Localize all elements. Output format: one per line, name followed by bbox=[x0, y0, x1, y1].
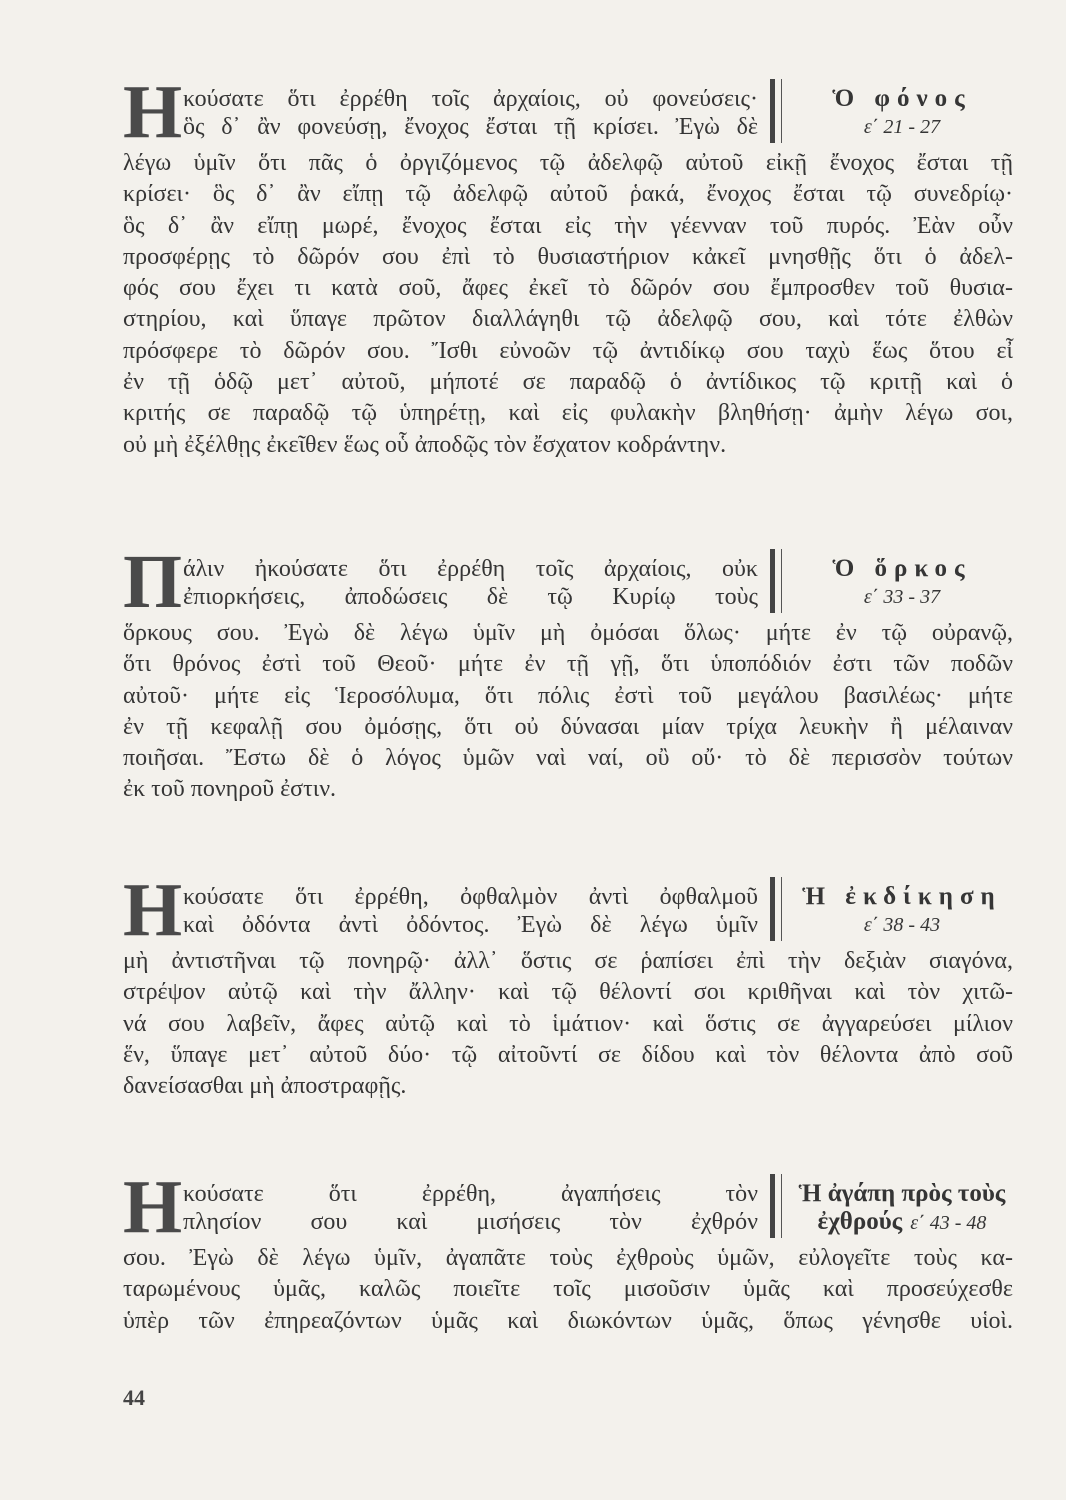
text-line: ἐπιορκήσεις, ἀποδώσεις δὲ τῷ Κυρίῳ τοὺς bbox=[183, 584, 758, 610]
side-heading-title bbox=[791, 1180, 1013, 1208]
text-line: μὴ ἀντιστῆναι τῷ πονηρῷ· ἀλλ᾿ ὅστις σε ῥαπίσει ἐπὶ τὴν δεξιὰν σιαγόνα, bbox=[123, 948, 1013, 974]
double-rule-divider bbox=[770, 1174, 786, 1238]
text-line: κούσατε ὅτι ἐρρέθη, ὀφθαλμὸν ἀντὶ ὀφθαλμοῦ bbox=[183, 884, 758, 910]
text-line: ταρωμένους ὑμᾶς, καλῶς ποιεῖτε τοῖς μισοῦσιν ὑμᾶς καὶ προσεύχεσθε bbox=[123, 1276, 1013, 1303]
text-line: ἐν τῇ κεφαλῇ σου ὀμόσῃς, ὅτι οὐ δύνασαι μίαν τρίχα λευκὴν ἢ μέλαιναν bbox=[123, 713, 1013, 740]
text-line: ὑπὲρ τῶν ἐπηρεαζόντων ὑμᾶς καὶ διωκόντων ὑμᾶς, ὅπως γένησθε υἱοὶ. bbox=[123, 1307, 1013, 1334]
intro-lines bbox=[183, 555, 758, 611]
text-line: πρόσφερε τὸ δῶρόν σου. Ἴσθι εὐνοῶν τῷ ἀντιδίκῳ σου ταχὺ ἕως ὅτου εἶ bbox=[123, 337, 1013, 364]
passage-intro bbox=[123, 1165, 1013, 1249]
side-heading bbox=[791, 1180, 1013, 1237]
passage-intro bbox=[123, 540, 1013, 624]
intro-lines bbox=[183, 1180, 758, 1236]
verse-reference: ε΄ 38 - 43 bbox=[863, 914, 941, 936]
passage-body bbox=[123, 148, 1013, 461]
text-line: ὃς δ᾿ ἂν φονεύσῃ, ἔνοχος ἔσται τῇ κρίσει. Ἐγὼ δὲ bbox=[183, 114, 758, 140]
text-line: κρίσει· ὃς δ᾿ ἂν εἴπῃ τῷ ἀδελφῷ αὐτοῦ ῥακά, ἔνοχος ἔσται τῷ συνεδρίῳ· bbox=[123, 181, 1013, 208]
passage-body bbox=[123, 946, 1013, 1102]
text-line: κούσατε ὅτι ἐρρέθη τοῖς ἀρχαίοις, οὐ φονεύσεις· bbox=[183, 86, 758, 112]
text-line: ὃς δ᾿ ἂν εἴπῃ μωρέ, ἔνοχος ἔσται εἰς τὴν γέενναν τοῦ πυρός. Ἐὰν οὖν bbox=[123, 212, 1013, 239]
double-rule-divider bbox=[770, 877, 786, 941]
text-line: αὐτοῦ· μήτε εἰς Ἱεροσόλυμα, ὅτι πόλις ἐστὶ τοῦ μεγάλου βασιλέως· μήτε bbox=[123, 682, 1013, 709]
side-heading-text: Ὁ φόνος bbox=[832, 85, 972, 112]
text-line: λέγω ὑμῖν ὅτι πᾶς ὁ ὀργιζόμενος τῷ ἀδελφῷ αὐτοῦ εἰκῇ ἔνοχος ἔσται τῇ bbox=[123, 150, 1013, 176]
side-heading-text: ἐχθρούς bbox=[817, 1208, 903, 1235]
drop-cap: Η bbox=[123, 868, 183, 952]
passage-section bbox=[123, 1165, 1013, 1337]
text-line: ὅτι θρόνος ἐστὶ τοῦ Θεοῦ· μήτε ἐν τῇ γῇ, ὅτι ὑποπόδιόν ἐστι τῶν ποδῶν bbox=[123, 651, 1013, 678]
side-heading bbox=[791, 555, 1013, 611]
text-line: καὶ ὀδόντα ἀντὶ ὀδόντος. Ἐγὼ δὲ λέγω ὑμῖν bbox=[183, 912, 758, 938]
side-heading-title bbox=[791, 1208, 1013, 1237]
text-line: ἐν τῇ ὁδῷ μετ᾿ αὐτοῦ, μήποτέ σε παραδῷ ὁ ἀντίδικος τῷ κριτῇ καὶ ὁ bbox=[123, 369, 1013, 396]
drop-cap: Η bbox=[123, 1165, 183, 1249]
passage-intro bbox=[123, 70, 1013, 154]
side-heading-title bbox=[791, 85, 1013, 113]
text-line: προσφέρῃς τὸ δῶρόν σου ἐπὶ τὸ θυσιαστήριον κἀκεῖ μνησθῇς ὅτι ὁ ἀδελ- bbox=[123, 243, 1013, 270]
page-number: 44 bbox=[123, 1385, 145, 1410]
verse-reference: ε΄ 43 - 48 bbox=[910, 1212, 987, 1234]
text-line: κούσατε ὅτι ἐρρέθη, ἀγαπήσεις τὸν bbox=[183, 1181, 758, 1207]
text-line: στρέψον αὐτῷ καὶ τὴν ἄλλην· καὶ τῷ θέλοντί σοι κριθῆναι καὶ τὸν χιτῶ- bbox=[123, 979, 1013, 1006]
text-line: φός σου ἔχει τι κατὰ σοῦ, ἄφες ἐκεῖ τὸ δῶρόν σου ἔμπροσθεν τοῦ θυσια- bbox=[123, 275, 1013, 302]
passage-intro bbox=[123, 868, 1013, 952]
passage-section bbox=[123, 868, 1013, 1102]
verse-reference: ε΄ 33 - 37 bbox=[863, 586, 941, 608]
text-line: ἕν, ὕπαγε μετ᾿ αὐτοῦ δύο· τῷ αἰτοῦντί σε δίδου καὶ τὸν θέλοντα ἀπὸ σοῦ bbox=[123, 1041, 1013, 1068]
text-line: στηρίου, καὶ ὕπαγε πρῶτον διαλλάγηθι τῷ ἀδελφῷ σου, καὶ τότε ἐλθὼν bbox=[123, 306, 1013, 333]
passage-section bbox=[123, 70, 1013, 461]
text-line: σου. Ἐγὼ δὲ λέγω ὑμῖν, ἀγαπᾶτε τοὺς ἐχθροὺς ὑμῶν, εὐλογεῖτε τοὺς κα- bbox=[123, 1245, 1013, 1271]
drop-cap: Π bbox=[123, 540, 183, 624]
verse-reference: ε΄ 21 - 27 bbox=[863, 116, 941, 138]
side-heading-text: Ἡ ἀγάπη πρὸς τοὺς bbox=[798, 1180, 1006, 1207]
text-line: κριτής σε παραδῷ τῷ ὑπηρέτῃ, καὶ εἰς φυλακὴν βληθήσῃ· ἀμὴν λέγω σοι, bbox=[123, 400, 1013, 427]
side-heading-title bbox=[791, 555, 1013, 583]
text-line: ἐκ τοῦ πονηροῦ ἐστιν. bbox=[123, 776, 337, 803]
drop-cap: Η bbox=[123, 70, 183, 154]
text-line: πλησίον σου καὶ μισήσεις τὸν ἐχθρόν bbox=[183, 1209, 758, 1235]
side-heading-text: Ὁ ὅρκος bbox=[832, 555, 972, 582]
side-heading bbox=[791, 85, 1013, 141]
text-line: οὐ μὴ ἐξέλθῃς ἐκεῖθεν ἕως οὗ ἀποδῷς τὸν ἔσχατον κοδράντην. bbox=[123, 431, 727, 458]
passage-body bbox=[123, 1243, 1013, 1337]
text-line: δανείσασθαι μὴ ἀποστραφῇς. bbox=[123, 1073, 407, 1100]
side-heading bbox=[791, 883, 1013, 939]
text-line: άλιν ἠκούσατε ὅτι ἐρρέθη τοῖς ἀρχαίοις, οὐκ bbox=[183, 556, 758, 582]
side-heading-text: Ἡ ἐκδίκηση bbox=[802, 883, 1002, 910]
text-line: ποιῆσαι. Ἔστω δὲ ὁ λόγος ὑμῶν ναὶ ναί, οὒ οὔ· τὸ δὲ περισσὸν τούτων bbox=[123, 745, 1013, 772]
intro-lines bbox=[183, 85, 758, 141]
double-rule-divider bbox=[770, 79, 786, 143]
passage-section bbox=[123, 540, 1013, 806]
side-heading-title bbox=[791, 883, 1013, 911]
double-rule-divider bbox=[770, 549, 786, 613]
passage-body bbox=[123, 618, 1013, 806]
intro-lines bbox=[183, 883, 758, 939]
text-line: νά σου λαβεῖν, ἄφες αὐτῷ καὶ τὸ ἱμάτιον· καὶ ὅστις σε ἀγγαρεύσει μίλιον bbox=[123, 1010, 1013, 1037]
text-line: ὅρκους σου. Ἐγὼ δὲ λέγω ὑμῖν μὴ ὀμόσαι ὅλως· μήτε ἐν τῷ οὐρανῷ, bbox=[123, 620, 1013, 646]
